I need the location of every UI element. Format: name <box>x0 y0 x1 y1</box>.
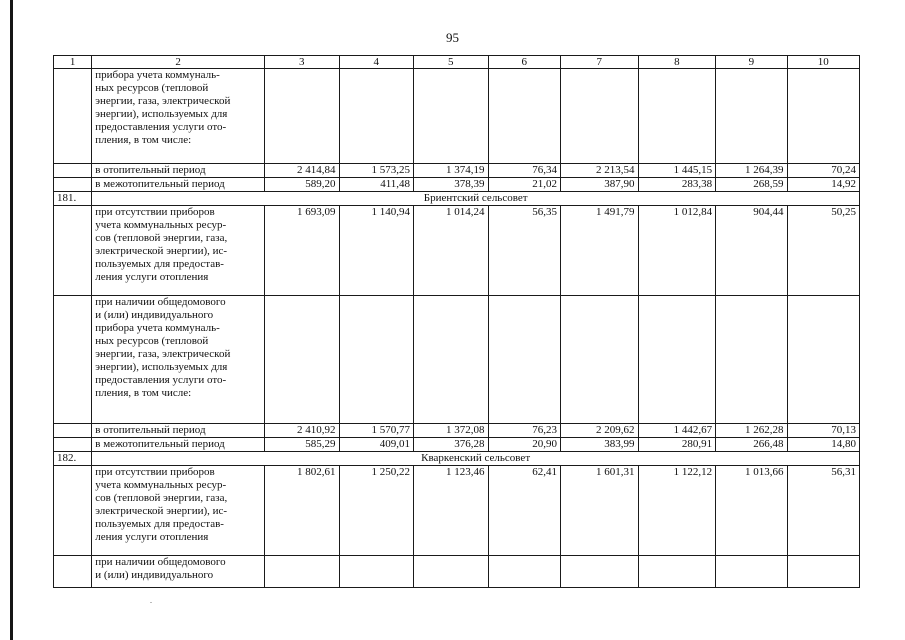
period-row <box>54 424 860 438</box>
description-line: сов (тепловой энергии, газа, <box>95 232 228 244</box>
value-cell: 283,38 <box>638 178 716 192</box>
section-row <box>54 192 860 206</box>
value-cell <box>787 556 859 588</box>
row-description <box>92 438 265 452</box>
description-line: учета коммунальных ресур- <box>95 479 227 491</box>
row-number: 181. <box>54 192 92 206</box>
value-cell <box>414 556 488 588</box>
value-cell: 1 693,09 <box>265 206 339 296</box>
period-row <box>54 438 860 452</box>
row-description <box>92 178 265 192</box>
value-cell <box>638 69 716 164</box>
value-cell: 56,31 <box>787 466 859 556</box>
column-header: 2 <box>92 56 265 69</box>
value-cell <box>638 556 716 588</box>
value-cell: 1 442,67 <box>638 424 716 438</box>
description-line: учета коммунальных ресур- <box>95 219 227 231</box>
table-row <box>54 206 860 296</box>
table-row <box>54 69 860 164</box>
column-header: 3 <box>265 56 339 69</box>
row-number <box>54 69 92 164</box>
section-row <box>54 452 860 466</box>
value-cell: 14,80 <box>787 438 859 452</box>
column-header: 10 <box>787 56 859 69</box>
value-cell <box>560 69 638 164</box>
value-cell: 70,13 <box>787 424 859 438</box>
page-number: 95 <box>446 30 459 45</box>
value-cell <box>414 69 488 164</box>
value-cell <box>716 69 787 164</box>
value-cell: 1 013,66 <box>716 466 787 556</box>
description-line: и (или) индивидуального <box>95 309 214 321</box>
column-header: 1 <box>54 56 92 69</box>
row-description <box>92 556 265 588</box>
description-line: при наличии общедомового <box>95 296 226 308</box>
description-line: энергии, газа, электрической <box>95 95 231 107</box>
row-description <box>92 206 265 296</box>
value-cell: 585,29 <box>265 438 339 452</box>
value-cell: 1 140,94 <box>339 206 413 296</box>
row-number <box>54 556 92 588</box>
value-cell: 376,28 <box>414 438 488 452</box>
value-cell <box>414 296 488 424</box>
value-cell: 383,99 <box>560 438 638 452</box>
description-line: пользуемых для предостав- <box>95 258 224 270</box>
row-number <box>54 178 92 192</box>
column-header: 8 <box>638 56 716 69</box>
column-header: 6 <box>488 56 560 69</box>
value-cell: 21,02 <box>488 178 560 192</box>
scan-artifact <box>150 602 152 603</box>
section-title: Кваркенский сельсовет <box>92 452 860 466</box>
description-line: предоставления услуги ото- <box>95 121 227 133</box>
description-line: ления услуги отопления <box>95 531 209 543</box>
description-line: прибора учета коммуналь- <box>95 69 220 81</box>
description-line: пления, в том числе: <box>95 134 192 146</box>
description-line: ных ресурсов (тепловой <box>95 335 209 347</box>
row-number <box>54 438 92 452</box>
value-cell <box>488 296 560 424</box>
row-description <box>92 296 265 424</box>
value-cell: 1 123,46 <box>414 466 488 556</box>
column-number-row <box>54 56 860 69</box>
description-line: пользуемых для предостав- <box>95 518 224 530</box>
value-cell: 14,92 <box>787 178 859 192</box>
value-cell <box>787 296 859 424</box>
value-cell <box>716 296 787 424</box>
value-cell <box>787 69 859 164</box>
section-title: Бриентский сельсовет <box>92 192 860 206</box>
value-cell: 411,48 <box>339 178 413 192</box>
row-number <box>54 164 92 178</box>
value-cell: 56,35 <box>488 206 560 296</box>
row-description <box>92 69 265 164</box>
column-header: 5 <box>414 56 488 69</box>
period-row <box>54 164 860 178</box>
value-cell <box>488 556 560 588</box>
value-cell <box>265 556 339 588</box>
row-description <box>92 164 265 178</box>
value-cell: 266,48 <box>716 438 787 452</box>
description-line: в межотопительный период <box>95 438 225 450</box>
value-cell <box>339 296 413 424</box>
description-line: сов (тепловой энергии, газа, <box>95 492 228 504</box>
value-cell: 1 445,15 <box>638 164 716 178</box>
value-cell: 1 014,24 <box>414 206 488 296</box>
table-row <box>54 556 860 588</box>
value-cell: 2 414,84 <box>265 164 339 178</box>
description-line: в отопительный период <box>95 424 206 436</box>
description-line: ления услуги отопления <box>95 271 209 283</box>
value-cell: 76,34 <box>488 164 560 178</box>
tariff-table <box>53 55 860 588</box>
value-cell <box>560 296 638 424</box>
description-line: ных ресурсов (тепловой <box>95 82 209 94</box>
value-cell: 1 262,28 <box>716 424 787 438</box>
value-cell: 268,59 <box>716 178 787 192</box>
period-row <box>54 178 860 192</box>
value-cell <box>560 556 638 588</box>
value-cell: 1 122,12 <box>638 466 716 556</box>
value-cell <box>339 69 413 164</box>
row-number <box>54 466 92 556</box>
value-cell <box>339 556 413 588</box>
value-cell: 1 573,25 <box>339 164 413 178</box>
table-row <box>54 466 860 556</box>
value-cell: 76,23 <box>488 424 560 438</box>
description-line: энергии, газа, электрической <box>95 348 231 360</box>
row-description <box>92 424 265 438</box>
description-line: электрической энергии), ис- <box>95 245 228 257</box>
value-cell <box>716 556 787 588</box>
value-cell: 2 213,54 <box>560 164 638 178</box>
value-cell: 1 250,22 <box>339 466 413 556</box>
description-line: энергии), используемых для <box>95 108 228 120</box>
value-cell: 50,25 <box>787 206 859 296</box>
value-cell: 904,44 <box>716 206 787 296</box>
column-header: 9 <box>716 56 787 69</box>
value-cell: 1 012,84 <box>638 206 716 296</box>
row-number <box>54 296 92 424</box>
row-number <box>54 424 92 438</box>
value-cell: 378,39 <box>414 178 488 192</box>
value-cell <box>265 69 339 164</box>
value-cell <box>265 296 339 424</box>
description-line: электрической энергии), ис- <box>95 505 228 517</box>
scan-binding-edge <box>10 0 13 640</box>
table-row <box>54 296 860 424</box>
value-cell: 20,90 <box>488 438 560 452</box>
column-header: 7 <box>560 56 638 69</box>
description-line: пления, в том числе: <box>95 387 192 399</box>
description-line: энергии), используемых для <box>95 361 228 373</box>
value-cell: 2 209,62 <box>560 424 638 438</box>
description-line: при отсутствии приборов <box>95 206 215 218</box>
description-line: в межотопительный период <box>95 178 225 190</box>
value-cell: 1 570,77 <box>339 424 413 438</box>
value-cell: 589,20 <box>265 178 339 192</box>
value-cell: 409,01 <box>339 438 413 452</box>
value-cell: 70,24 <box>787 164 859 178</box>
value-cell: 1 264,39 <box>716 164 787 178</box>
description-line: при наличии общедомового <box>95 556 226 568</box>
description-line: предоставления услуги ото- <box>95 374 227 386</box>
value-cell: 280,91 <box>638 438 716 452</box>
row-number <box>54 206 92 296</box>
value-cell: 1 802,61 <box>265 466 339 556</box>
value-cell: 2 410,92 <box>265 424 339 438</box>
value-cell: 387,90 <box>560 178 638 192</box>
description-line: при отсутствии приборов <box>95 466 215 478</box>
value-cell: 1 601,31 <box>560 466 638 556</box>
value-cell: 1 372,08 <box>414 424 488 438</box>
description-line: и (или) индивидуального <box>95 569 214 581</box>
column-header: 4 <box>339 56 413 69</box>
value-cell <box>488 69 560 164</box>
value-cell: 1 491,79 <box>560 206 638 296</box>
row-number: 182. <box>54 452 92 466</box>
value-cell: 62,41 <box>488 466 560 556</box>
value-cell <box>638 296 716 424</box>
row-description <box>92 466 265 556</box>
description-line: прибора учета коммуналь- <box>95 322 220 334</box>
description-line: в отопительный период <box>95 164 206 176</box>
value-cell: 1 374,19 <box>414 164 488 178</box>
